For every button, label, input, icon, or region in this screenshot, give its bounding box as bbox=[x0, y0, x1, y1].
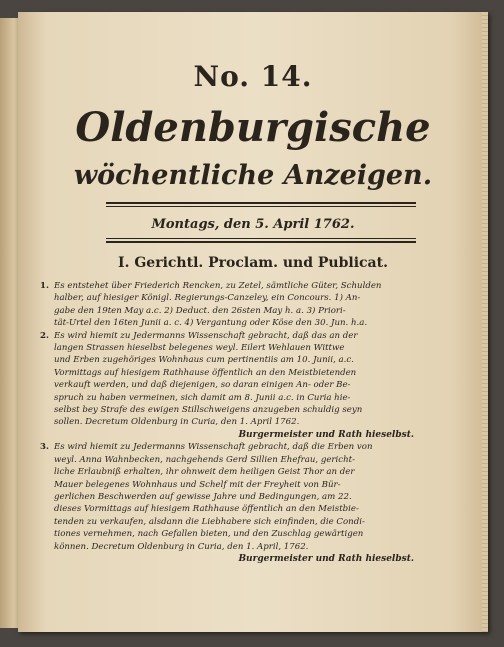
entry-line: Es wird hiemit zu Jedermanns Wissenschaft gebracht, daß die Erben von bbox=[54, 442, 373, 453]
entry-line: tät-Urtel den 16ten Junii a. c. 4) Vergantung oder Köse den 30. Jun. h.a. bbox=[54, 318, 368, 329]
rule-top-thin bbox=[106, 206, 416, 207]
entry-line: spruch zu haben vermeinen, sich damit am 8. Junii a.c. in Curia hie- bbox=[54, 392, 351, 403]
entry-line: Es wird hiemit zu Jedermanns Wissenschaft gebracht, daß das an der bbox=[54, 330, 358, 341]
rule-top bbox=[106, 202, 416, 204]
issue-date: Montags, den 5. April 1762. bbox=[151, 217, 355, 232]
entry-line: tiones vernehmen, nach Gefallen bieten, und den Zuschlag gewärtigen bbox=[54, 529, 364, 540]
entry-line: Es entstehet über Friederich Rencken, zu Zetel, sämtliche Güter, Schulden bbox=[54, 281, 382, 291]
masthead-title: Oldenburgische bbox=[75, 104, 431, 151]
section-title: I. Gerichtl. Proclam. und Publicat. bbox=[118, 255, 388, 271]
entry-2 bbox=[40, 330, 420, 442]
entry-line: weyl. Anna Wahnbecken, nachgehends Gerd Sillien Ehefrau, gericht- bbox=[54, 454, 355, 465]
entry-line: verkauft werden, und daß diejenigen, so daran einigen An- oder Be- bbox=[54, 380, 351, 391]
article-body bbox=[40, 280, 420, 565]
entry-line: tenden zu verkaufen, alsdann die Liebhabere sich einfinden, die Condi- bbox=[54, 516, 365, 527]
issue-number: No. 14. bbox=[193, 60, 313, 93]
entry-line: halber, auf hiesiger Königl. Regierungs-Canzeley, ein Concours. 1) An- bbox=[54, 293, 361, 304]
entry-line: sollen. Decretum Oldenburg in Curia, den 1. April 1762. bbox=[54, 417, 300, 428]
masthead-subtitle: wöchentliche Anzeigen. bbox=[73, 160, 433, 191]
newspaper-page bbox=[18, 12, 488, 632]
entry-line: und Erben zugehöriges Wohnhaus cum pertinentiis am 10. Junii, a.c. bbox=[54, 355, 354, 366]
entry-number: 1. bbox=[40, 281, 49, 291]
entry-number: 2. bbox=[40, 330, 49, 341]
entry-line: langen Strassen hieselbst belegenes weyl. Eilert Wehlauen Wittwe bbox=[54, 343, 345, 354]
entry-line: gerlichen Beschwerden auf gewisse Jahre und Bedingungen, am 22. bbox=[54, 491, 352, 502]
entry-line: Vormittags auf hiesigem Rathhause öffentlich an den Meistbietenden bbox=[54, 367, 357, 378]
entry-line: Mauer belegenes Wohnhaus und Schelf mit der Freyheit von Bür- bbox=[54, 479, 341, 490]
rule-mid-thin bbox=[106, 238, 416, 239]
entry-line: liche Erlaubniß erhalten, ihr ohnweit dem heiligen Geist Thor an der bbox=[54, 467, 355, 478]
entry-line: dieses Vormittags auf hiesigem Rathhause öffentlich an den Meistbie- bbox=[54, 504, 359, 515]
entry-line: gabe den 19ten May a.c. 2) Deduct. den 26sten May h. a. 3) Priori- bbox=[54, 305, 346, 316]
entry-signature: Burgermeister und Rath hieselbst. bbox=[238, 553, 414, 564]
entry-signature: Burgermeister und Rath hieselbst. bbox=[238, 429, 414, 440]
entry-3 bbox=[40, 441, 420, 565]
entry-line: selbst bey Strafe des ewigen Stillschweigens anzugeben schuldig seyn bbox=[54, 405, 363, 416]
entry-line: können. Decretum Oldenburg in Curia, den 1. April, 1762. bbox=[54, 541, 309, 552]
entry-1 bbox=[40, 280, 420, 330]
entry-number: 3. bbox=[40, 442, 49, 453]
rule-mid bbox=[106, 241, 416, 243]
